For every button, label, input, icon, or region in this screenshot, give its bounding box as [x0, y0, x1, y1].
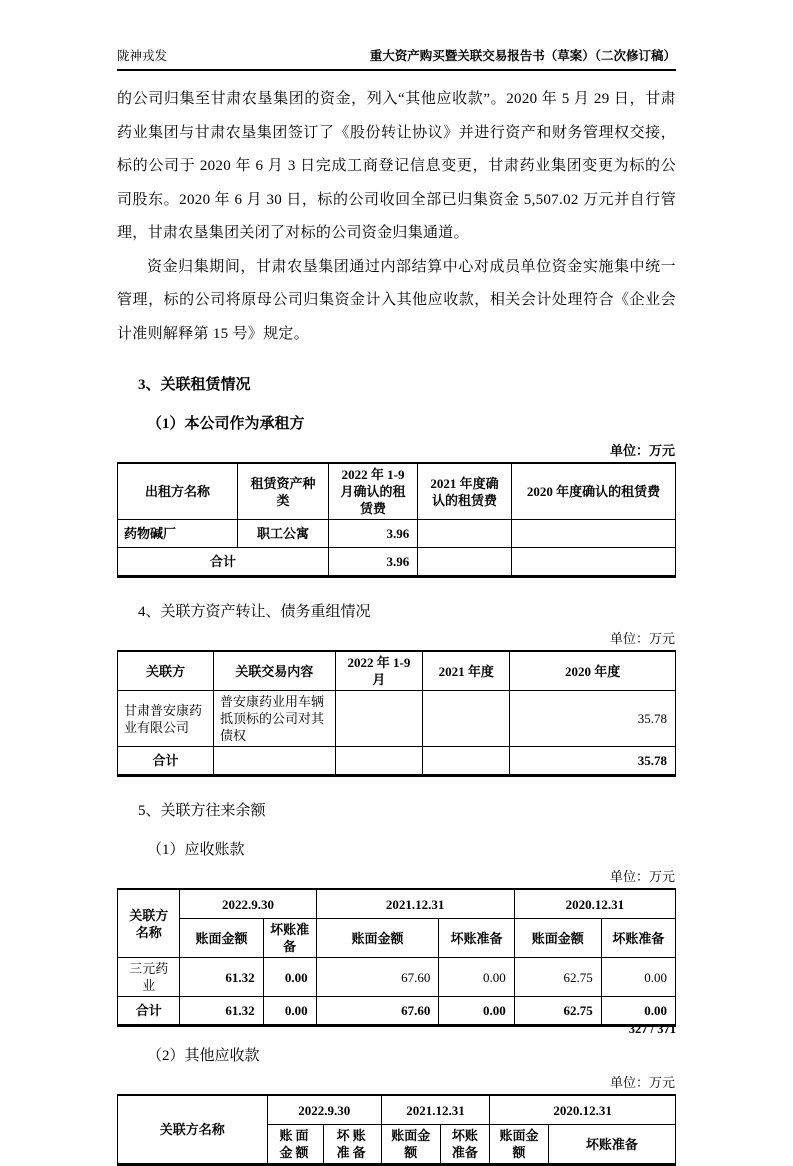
table-cell: 0.00 [601, 997, 675, 1026]
other-receivables-table [117, 1094, 676, 1166]
table-cell: 62.75 [514, 958, 601, 997]
section-4-heading: 4、关联方资产转让、债务重组情况 [138, 604, 371, 620]
total-row [118, 548, 676, 577]
receivables-header-row-2 [118, 919, 676, 958]
column-header: 坏账准备 [601, 919, 675, 958]
table-cell [335, 691, 423, 747]
table-cell: 0.00 [439, 997, 514, 1026]
column-header: 2022 年 1-9 月确认的租赁费 [328, 463, 417, 520]
paragraph-fund-collection: 的公司归集至甘肃农垦集团的资金，列入“其他应收款”。2020 年 5 月 29 日，甘肃药业集团与甘肃农垦集团签订了《股份转让协议》并进行资产和财务管理权交接，标的公司于 2020 年 6 月 3 日完成工商登记信息变更，甘肃药业集团变更为标的公司股东。2020 年 6 月 30 日，标的公司收回全部已归集资金 5,507.02 万元并自行管理，甘肃农垦集团关闭了对标的公司资金归集通道。 [117, 91, 676, 241]
column-header: 2021 年度确认的租赁费 [418, 463, 512, 520]
period-header: 2020.12.31 [490, 1095, 676, 1125]
period-header: 2020.12.31 [514, 889, 675, 919]
lease-header-row [118, 463, 676, 520]
column-header: 坏账准备 [439, 919, 514, 958]
section-3-heading: 3、关联租赁情况 [138, 377, 251, 393]
section-5-2-heading: （2）其他应收款 [147, 1048, 260, 1064]
table-cell [511, 520, 675, 548]
column-header: 租赁资产种类 [237, 463, 328, 520]
table-row [118, 520, 676, 548]
column-header: 账面金额 [180, 919, 263, 958]
lease-table [117, 462, 676, 578]
section-5-1-heading: （1）应收账款 [147, 842, 245, 858]
table-cell: 67.60 [316, 958, 439, 997]
column-header: 账面金额 [267, 1125, 324, 1165]
table-cell [423, 747, 510, 776]
column-header: 账面金额 [381, 1125, 440, 1165]
total-label-cell: 合计 [118, 747, 214, 776]
table-cell: 三元药业 [118, 958, 180, 997]
column-header: 关联交易内容 [213, 651, 335, 691]
table-row [118, 691, 676, 747]
unit-label-receivables: 单位：万元 [609, 869, 675, 884]
total-label-cell: 合计 [118, 997, 180, 1026]
receivables-table [117, 888, 676, 1027]
table-row [118, 958, 676, 997]
table-cell: 甘肃普安康药业有限公司 [118, 691, 214, 747]
receivables-header-row-1 [118, 889, 676, 919]
column-header: 关联方名称 [118, 889, 180, 958]
column-header: 2022 年 1-9 月 [335, 651, 423, 691]
transfer-header-row [118, 651, 676, 691]
column-header: 坏账准备 [263, 919, 316, 958]
column-header: 坏账准备 [324, 1125, 381, 1165]
period-header: 2021.12.31 [316, 889, 514, 919]
table-cell: 普安康药业用车辆抵顶标的公司对其债权 [213, 691, 335, 747]
column-header: 坏账准备 [440, 1125, 490, 1165]
report-title: 重大资产购买暨关联交易报告书（草案）（二次修订稿） [369, 49, 676, 63]
total-row [118, 747, 676, 776]
transfer-table [117, 650, 676, 777]
table-cell: 职工公寓 [237, 520, 328, 548]
column-header: 2021 年度 [423, 651, 510, 691]
paragraph-accounting-treatment: 资金归集期间，甘肃农垦集团通过内部结算中心对成员单位资金实施集中统一管理，标的公司将原母公司归集资金计入其他应收款，相关会计处理符合《企业会计准则解释第 15 号》规定。 [117, 258, 676, 342]
table-cell: 3.96 [328, 548, 417, 577]
other-receivables-header-row-1 [118, 1095, 676, 1125]
table-cell: 62.75 [514, 997, 601, 1026]
running-header [117, 48, 676, 71]
unit-label-other-receivables: 单位：万元 [609, 1075, 675, 1090]
section-5-heading: 5、关联方往来余额 [138, 803, 266, 819]
table-cell [335, 747, 423, 776]
column-header: 2020 年度确认的租赁费 [511, 463, 675, 520]
table-cell: 35.78 [510, 691, 676, 747]
total-row [118, 997, 676, 1026]
table-cell: 35.78 [510, 747, 676, 776]
column-header: 出租方名称 [118, 463, 238, 520]
column-header: 2020 年度 [510, 651, 676, 691]
table-cell: 61.32 [180, 997, 263, 1026]
table-cell [213, 747, 335, 776]
table-cell: 0.00 [263, 958, 316, 997]
table-cell: 67.60 [316, 997, 439, 1026]
page-number: 327 / 371 [628, 1022, 676, 1036]
column-header: 关联方名称 [118, 1095, 268, 1165]
column-header: 账面金额 [490, 1125, 549, 1165]
total-label-cell: 合计 [118, 548, 329, 577]
table-cell [511, 548, 675, 577]
period-header: 2022.9.30 [267, 1095, 381, 1125]
table-cell [418, 548, 512, 577]
table-cell [423, 691, 510, 747]
period-header: 2021.12.31 [381, 1095, 489, 1125]
column-header: 关联方 [118, 651, 214, 691]
table-cell [418, 520, 512, 548]
table-cell: 0.00 [601, 958, 675, 997]
table-cell: 61.32 [180, 958, 263, 997]
column-header: 坏账准备 [548, 1125, 675, 1165]
period-header: 2022.9.30 [180, 889, 316, 919]
column-header: 账面金额 [316, 919, 439, 958]
table-cell: 0.00 [263, 997, 316, 1026]
company-short-name: 陇神戎发 [117, 49, 168, 63]
table-cell: 3.96 [328, 520, 417, 548]
column-header: 账面金额 [514, 919, 601, 958]
table-cell: 0.00 [439, 958, 514, 997]
unit-label-transfer: 单位：万元 [609, 631, 675, 646]
unit-label-lease: 单位：万元 [609, 443, 675, 458]
section-3-1-heading: （1）本公司作为承租方 [147, 416, 305, 432]
table-cell: 药物碱厂 [118, 520, 238, 548]
